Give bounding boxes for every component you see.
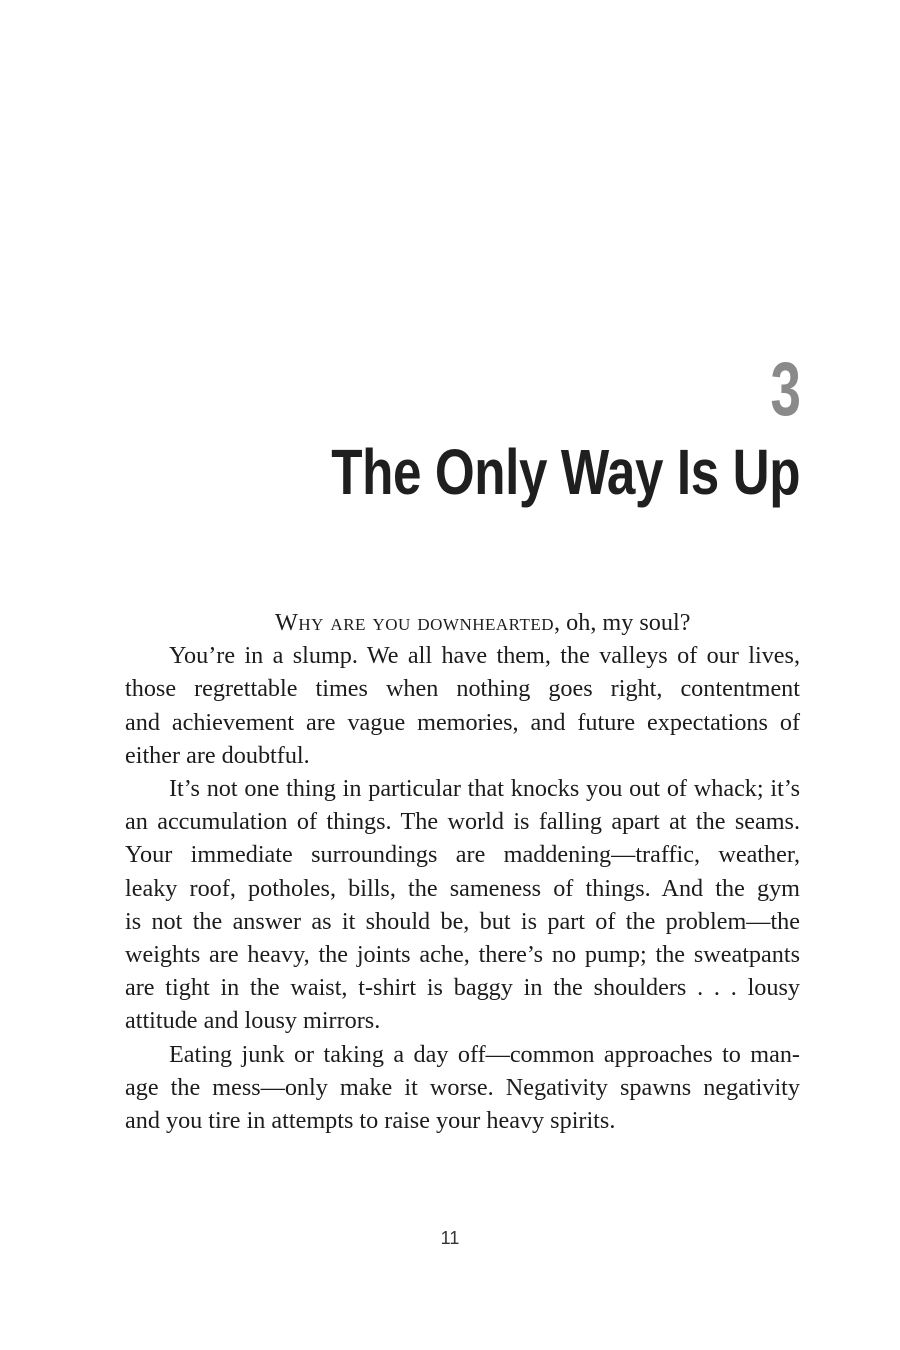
paragraph-2-line: attitude and lousy mirrors. — [125, 1007, 381, 1035]
body-text — [125, 606, 800, 1137]
paragraph-2-line: It’s not one thing in particular that knocks you out of whack; it’s — [169, 775, 800, 803]
epigraph-line — [125, 606, 800, 639]
paragraph-3-line: and you tire in attempts to raise your heavy spirits. — [125, 1107, 616, 1135]
paragraph-1-line: either are doubtful. — [125, 741, 310, 769]
paragraph-2-line: leaky roof, potholes, bills, the sameness of things. And the gym — [125, 874, 800, 902]
paragraph-2-line: Your immediate surroundings are maddening—traffic, weather, — [125, 841, 800, 869]
page-number: 11 — [440, 1228, 460, 1248]
paragraph-3-line: Eating junk or taking a day off—common approaches to man- — [169, 1040, 800, 1068]
paragraph-1-line: and achievement are vague memories, and future expectations of — [125, 708, 800, 736]
paragraph-1-line: those regrettable times when nothing goes right, contentment — [125, 675, 800, 703]
epigraph-rest: , oh, my soul? — [554, 609, 691, 636]
epigraph-lead: Why are you downhearted — [275, 609, 555, 636]
chapter-title: The Only Way Is Up — [331, 436, 800, 508]
paragraph-3-line: age the mess—only make it worse. Negativity spawns negativity — [125, 1073, 800, 1101]
paragraph-2-line: an accumulation of things. The world is falling apart at the seams. — [125, 808, 800, 836]
paragraph-2-line: weights are heavy, the joints ache, there’s no pump; the sweatpants — [125, 941, 800, 969]
paragraph-2-line: is not the answer as it should be, but is part of the problem—the — [125, 907, 800, 935]
chapter-number: 3 — [770, 347, 800, 432]
paragraph-2-line: are tight in the waist, t-shirt is baggy in the shoulders . . . lousy — [125, 974, 800, 1002]
paragraph-1-line: You’re in a slump. We all have them, the valleys of our lives, — [169, 642, 800, 670]
